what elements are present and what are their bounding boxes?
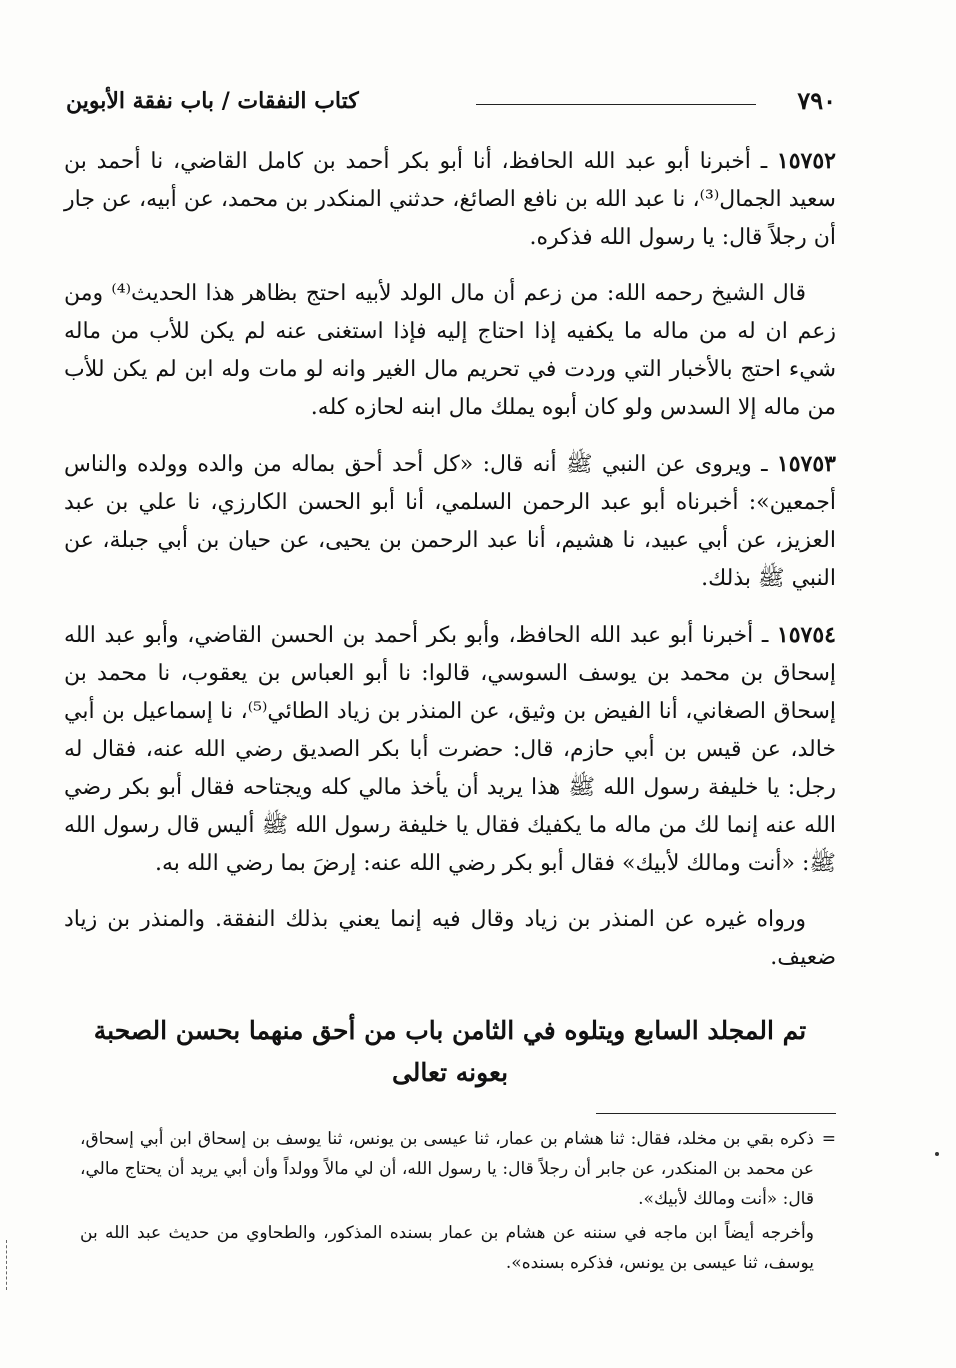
hadith-number: ١٥٧٥٤	[776, 622, 836, 648]
hadith-15753	[64, 445, 836, 598]
closing-remark	[64, 901, 836, 977]
footnote-item	[80, 1124, 836, 1214]
hadith-15754	[64, 616, 836, 883]
commentary-text: قال الشيخ رحمه الله: من زعم أن مال الولد لأبيه احتج بظاهر هذا الحديث⁽⁴⁾ ومن زعم ان له من ماله ما يكفيه إذا احتاج إليه فإذا استغنى عنه لم يكن للأب من ماله شيء احتج بالأخبار التي وردت في تحريم مال الغير وانه لو مات وله ابن لم يكن للأب من ماله إلا السدس ولو كان أبوه يملك مال ابنه لحازه كله.	[64, 281, 836, 420]
running-title: كتاب النفقات / باب نفقة الأبوين	[66, 88, 359, 114]
hadith-15752	[64, 142, 836, 257]
footnote-separator	[596, 1113, 836, 1114]
page-number: ٧٩٠	[797, 86, 836, 115]
page-header	[66, 82, 836, 122]
footnote-text: ذكره بقي بن مخلد، فقال: ثنا هشام بن عمار، ثنا عيسى بن يونس، ثنا يوسف بن إسحاق ابن أبي إسحاق، عن محمد بن المنكدر، عن جابر أن رجلاً قال: يا رسول الله، أن لي مالاً وولداً وأن أبي يريد أن يحتاج مالي، قال: «أنت ومالك لأبيك».	[80, 1129, 814, 1209]
hadith-text: ـ أخبرنا أبو عبد الله الحافظ، أنا أبو بكر أحمد بن كامل القاضي، نا أحمد بن سعيد الجمال⁽³⁾، نا عبد الله بن نافع الصائغ، حدثني المنكدر بن محمد، عن أبيه، عن جار أن رجلاً قال: يا رسول الله فذكره.	[64, 149, 836, 250]
hadith-text: ـ أخبرنا أبو عبد الله الحافظ، وأبو بكر أحمد بن الحسن القاضي، وأبو عبد الله إسحاق بن محمد بن يوسف السوسي، قالوا: نا أبو العباس بن يعقوب، نا محمد بن إسحاق الصغاني، أنا الفيض بن وثيق، عن المنذر بن زياد الطائي⁽⁵⁾، نا إسماعيل بن أبي خالد، عن قيس بن أبي حازم، قال: حضرت أبا بكر الصديق رضي الله عنه، فقال له رجل: يا خليفة رسول الله ﷺ هذا يريد أن يأخذ مالي كله ويجتاحه فقال أبو بكر رضي الله عنه إنما لك من ماله ما يكفيك فقال يا خليفة رسول الله ﷺ أليس قال رسول الله ﷺ: «أنت ومالك لأبيك» فقال أبو بكر رضي الله عنه: إرضَ بما رضي الله به.	[64, 623, 837, 876]
hadith-number: ١٥٧٥٣	[776, 451, 836, 477]
scan-margin-ticks	[6, 1240, 9, 1290]
hadith-number: ١٥٧٥٢	[776, 148, 836, 174]
header-rule	[476, 104, 756, 105]
scan-margin-dot	[935, 1152, 939, 1156]
closing-remark-text: ورواه غيره عن المنذر بن زياد وقال فيه إنما يعني بذلك النفقة. والمنذر بن زياد ضعيف.	[64, 907, 836, 970]
footnote-item	[80, 1218, 836, 1278]
main-text	[64, 142, 836, 995]
hadith-text: ـ ويروى عن النبي ﷺ أنه قال: «كل أحد أحق بماله من والده وولده والناس أجمعين»: أخبرناه أبو عبد الرحمن السلمي، أنا أبو الحسن الكارزي، نا علي بن عبد العزيز، عن أبي عبيد، نا هشيم، أنا عبد الرحمن بن يحيى، عن حيان بن أبي جبلة، عن النبي ﷺ بذلك.	[64, 452, 836, 591]
commentary-paragraph	[64, 275, 836, 427]
footnote-continuation-marker: =	[821, 1129, 836, 1149]
footnote-text: وأخرجه أيضاً ابن ماجه في سننه عن هشام بن عمار بسنده المذكور، والطحاوي من حديث عبد الله بن يوسف، ثنا عيسى بن يونس، فذكره بسنده».	[80, 1223, 814, 1273]
volume-conclusion: تم المجلد السابع ويتلوه في الثامن باب من أحق منهما بحسن الصحبة بعونه تعالى	[93, 1016, 807, 1087]
footnotes	[80, 1124, 836, 1282]
